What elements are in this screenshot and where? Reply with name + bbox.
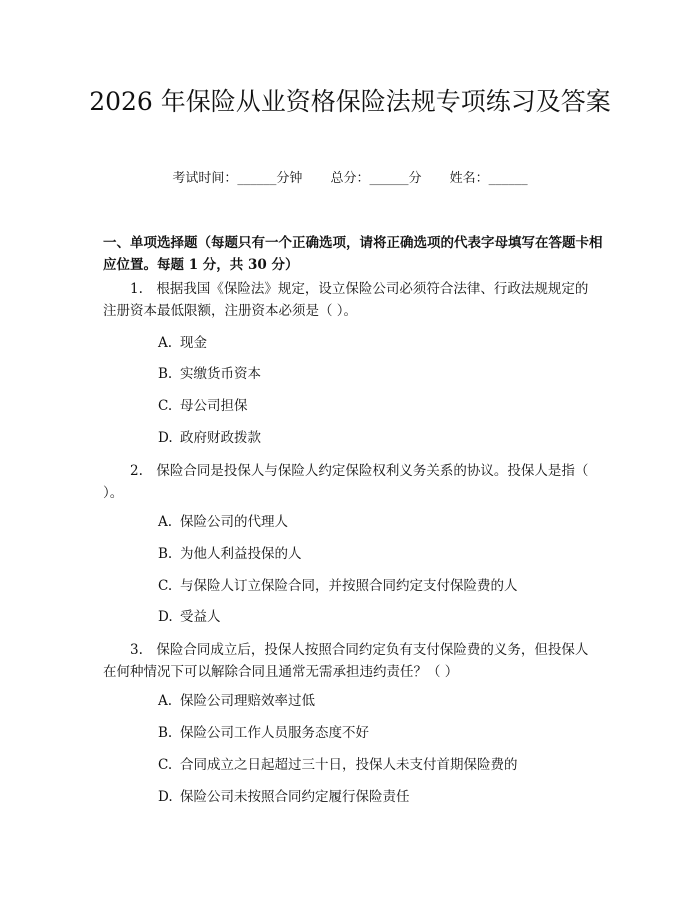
option-letter: D. (158, 789, 173, 805)
question-3-option-a (158, 691, 598, 711)
question-2-option-b (158, 544, 598, 564)
name-blank: ______ (488, 171, 528, 186)
question-2-option-d (158, 607, 598, 627)
question-1-option-b (158, 364, 598, 384)
option-text: 现金 (180, 335, 207, 351)
option-text: 合同成立之日起超过三十日，投保人未支付首期保险费的 (180, 757, 518, 773)
option-text: 保险公司未按照合同约定履行保险责任 (180, 789, 410, 805)
total-score-field (330, 170, 421, 188)
option-letter: C. (158, 578, 173, 594)
question-3-option-d (158, 787, 598, 807)
question-3-option-c (158, 755, 598, 775)
option-letter: B. (158, 366, 173, 382)
question-2: 2. 保险合同是投保人与保险人约定保险权利义务关系的协议。投保人是指（ ）。 (103, 463, 589, 501)
total-score-blank: ______ (369, 171, 409, 186)
option-letter: D. (158, 430, 173, 446)
option-letter: D. (158, 609, 173, 625)
name-field (450, 170, 528, 188)
option-letter: C. (158, 398, 173, 414)
exam-time-field (172, 170, 302, 188)
exam-time-label: 考试时间： (172, 171, 238, 186)
option-letter: C. (158, 757, 173, 773)
option-letter: A. (158, 693, 173, 709)
option-letter: B. (158, 725, 173, 741)
question-1-option-d (158, 428, 598, 448)
question-3: 3. 保险合同成立后，投保人按照合同约定负有支付保险费的义务，但投保人在何种情况下可以解除合同且通常无需承担违约责任？（ ） (103, 642, 589, 680)
question-1: 1. 根据我国《保险法》规定，设立保险公司必须符合法律、行政法规规定的注册资本最低限额，注册资本必须是（ ）。 (103, 281, 589, 319)
option-text: 受益人 (180, 609, 221, 625)
option-letter: B. (158, 546, 173, 562)
option-letter: A. (158, 514, 173, 530)
option-text: 保险公司的代理人 (180, 514, 288, 530)
page-title: 2026 年保险从业资格保险法规专项练习及答案 (89, 87, 611, 116)
option-text: 保险公司理赔效率过低 (180, 693, 315, 709)
option-text: 母公司担保 (180, 398, 248, 414)
exam-time-blank: ______ (237, 171, 277, 186)
section-heading: 一、单项选择题（每题只有一个正确选项，请将正确选项的代表字母填写在答题卡相应位置。每题 1 分，共 30 分） (103, 235, 603, 273)
option-text: 保险公司工作人员服务态度不好 (180, 725, 369, 741)
option-text: 为他人利益投保的人 (180, 546, 302, 562)
name-label: 姓名： (449, 171, 489, 186)
option-text: 与保险人订立保险合同，并按照合同约定支付保险费的人 (180, 578, 518, 594)
question-3-option-b (158, 723, 598, 743)
exam-time-unit: 分钟 (276, 171, 303, 186)
question-2-option-c (158, 576, 598, 596)
total-score-unit: 分 (408, 171, 422, 186)
question-2-option-a (158, 512, 598, 532)
option-text: 政府财政拨款 (180, 430, 261, 446)
exam-info-line (0, 170, 700, 188)
option-letter: A. (158, 335, 173, 351)
question-1-option-c (158, 396, 598, 416)
option-text: 实缴货币资本 (180, 366, 261, 382)
question-1-option-a (158, 333, 598, 353)
total-score-label: 总分： (330, 171, 370, 186)
